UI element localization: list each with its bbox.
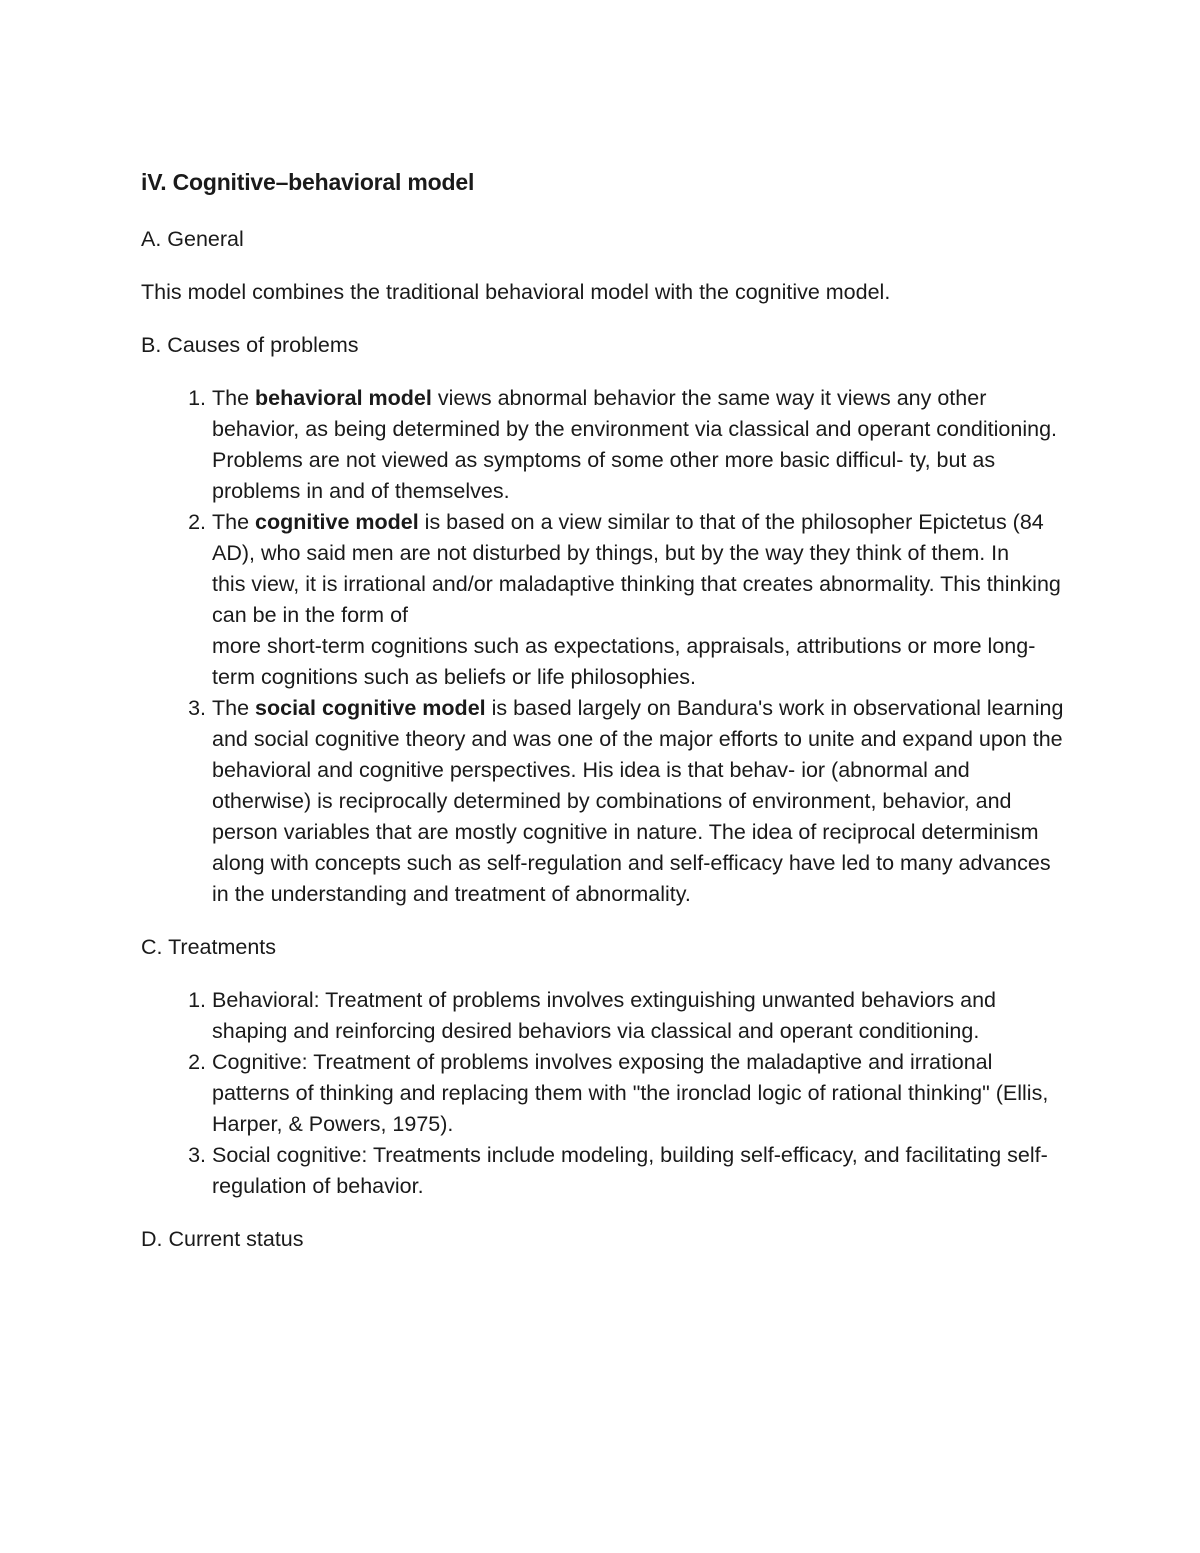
document-page [141,162,1071,1277]
term-social-cognitive-model: social cognitive model [255,696,486,720]
item-text: is based on a view similar to that of the philosopher Epictetus (84 AD), who said men are not disturbed by things, but by the way they think of them. In [212,510,1044,565]
section-heading-treatments: C. Treatments [141,935,277,959]
term-behavioral-model: behavioral model [255,386,432,410]
item-text: views abnormal behavior the same way it views any other behavior, as being determined by the environment via classical and operant conditioning. Problems are not viewed as symptoms of some other more basic difficul- ty, but as problems in and of themselves. [212,386,1057,503]
item-text-line: more short-term cognitions such as expectations, appraisals, attributions or more long-term cognitions such as beliefs or life philosophies. [212,634,1036,689]
list-item: 3. Social cognitive: Treatments include modeling, building self-efficacy, and facilitating self-regulation of behavior. [212,1140,1071,1202]
item-text: is based largely on Bandura's work in observational learning and social cognitive theory and was one of the major efforts to unite and expand upon the behavioral and cognitive perspectives. His idea is that behav- ior (abnormal and otherwise) is reciprocally determined by combinations of environment, behavior, and person variables that are mostly cognitive in nature. The idea of reciprocal determinism along with concepts such as self-regulation and self-efficacy have led to many advances in the understanding and treatment of abnormality. [212,696,1064,906]
causes-list [141,383,1071,910]
item-prefix: The [212,386,256,410]
item-prefix: The [212,510,256,534]
list-item: 1. Behavioral: Treatment of problems involves extinguishing unwanted behaviors and shaping and reinforcing desired behaviors via classical and operant conditioning. [212,985,1071,1047]
page-title: iV. Cognitive–behavioral model [141,169,475,195]
section-heading-current-status: D. Current status [141,1227,304,1251]
item-prefix: The [212,696,256,720]
item-text-line: this view, it is irrational and/or maladaptive thinking that creates abnormality. This thinking can be in the form of [212,572,1061,627]
list-item [212,507,1071,693]
list-item [212,383,1071,507]
general-paragraph: This model combines the traditional behavioral model with the cognitive model. [141,280,891,304]
section-heading-causes: B. Causes of problems [141,333,359,357]
list-item: 2. Cognitive: Treatment of problems involves exposing the maladaptive and irrational patterns of thinking and replacing them with "the ironclad logic of rational thinking" (Ellis, Harper, & Powers, 1975). [212,1047,1071,1140]
term-cognitive-model: cognitive model [255,510,419,534]
section-heading-general: A. General [141,227,244,251]
list-item [212,693,1071,910]
treatments-list [141,985,1071,1202]
